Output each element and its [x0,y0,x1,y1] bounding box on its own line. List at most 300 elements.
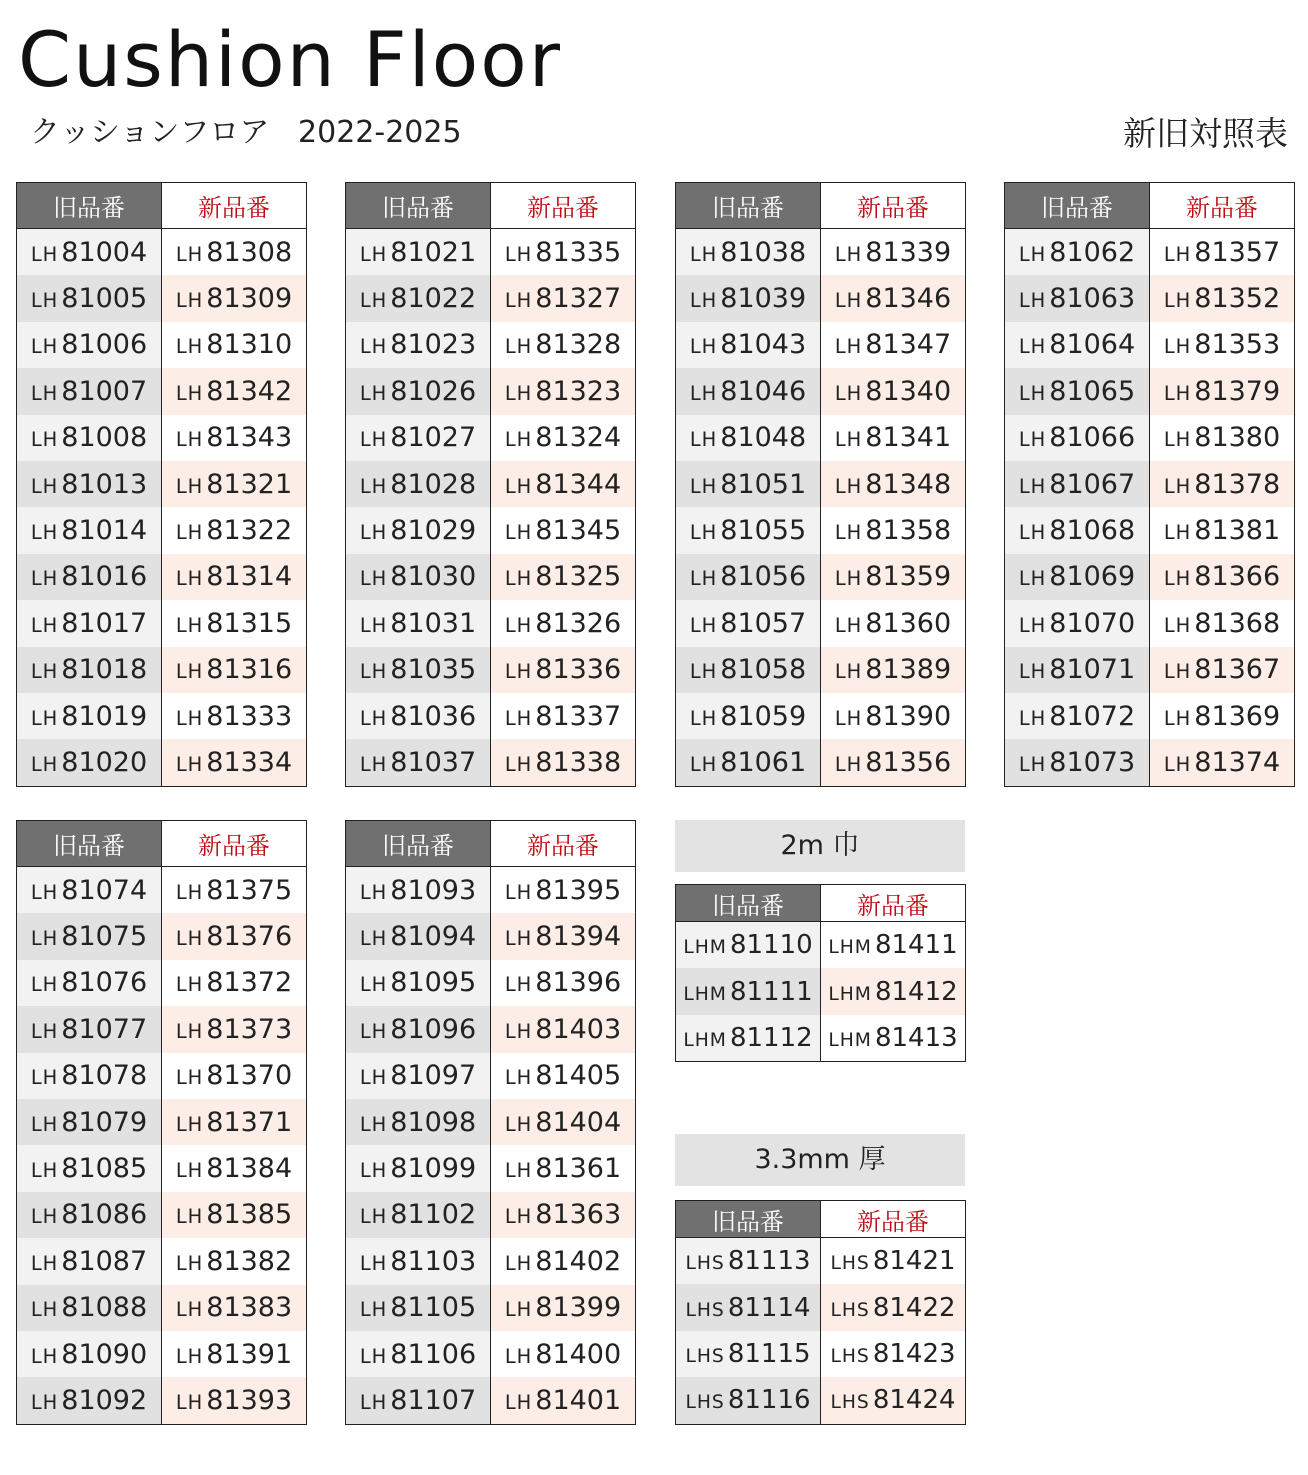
product-prefix: LH [504,613,533,637]
old-number-cell [1005,275,1150,321]
product-prefix: LH [359,613,388,637]
old-number-cell [346,368,491,414]
product-number: 81035 [390,654,477,686]
product-prefix: LH [30,880,59,904]
subtitle-jp: クッションフロア [30,115,270,150]
new-number-cell [821,415,966,461]
product-number: 81029 [390,515,477,547]
product-prefix: LH [30,1344,59,1368]
product-number: 81072 [1049,700,1136,732]
product-prefix: LH [504,706,533,730]
product-prefix: LH [30,474,59,498]
table-row [346,1192,636,1238]
product-number: 81369 [1194,700,1281,732]
old-number-cell [17,1099,162,1145]
table-row [1005,461,1295,507]
old-number-cell [17,554,162,600]
new-number-cell [1150,600,1295,646]
old-number-cell [346,693,491,739]
product-prefix: LH [175,289,204,313]
product-prefix: LHM [683,983,727,1005]
old-number-cell [676,1015,821,1062]
table-row [676,647,966,693]
product-prefix: LH [175,927,204,951]
product-number: 81404 [535,1106,622,1138]
product-prefix: LH [30,1066,59,1090]
table-row [676,693,966,739]
new-number-cell [162,1377,307,1424]
old-number-cell [1005,415,1150,461]
old-number-cell [676,1284,821,1330]
new-number-cell [162,1145,307,1191]
product-prefix: LH [359,1066,388,1090]
product-prefix: LH [175,1159,204,1183]
product-number: 81422 [872,1292,956,1323]
new-number-cell [162,647,307,693]
old-number-cell [676,1238,821,1285]
table-row [346,867,636,914]
table-row [346,647,636,693]
old-number-header: 旧品番 [676,183,821,229]
new-number-cell [162,1331,307,1377]
product-prefix: LH [175,567,204,591]
product-number: 81314 [206,561,293,593]
product-prefix: LH [359,1019,388,1043]
new-number-cell [491,368,636,414]
product-prefix: LH [834,242,863,266]
old-number-cell [676,229,821,276]
product-number: 81401 [535,1384,622,1416]
product-number: 81008 [61,422,148,454]
product-prefix: LH [30,752,59,776]
new-number-header: 新品番 [162,821,307,867]
new-number-cell [162,554,307,600]
old-number-cell [17,461,162,507]
product-number: 81358 [865,515,952,547]
old-number-header: 旧品番 [346,183,491,229]
product-number: 81366 [1194,561,1281,593]
comparison-table-3 [675,182,966,787]
old-number-cell [346,960,491,1006]
new-number-header: 新品番 [1150,183,1295,229]
product-prefix: LH [30,660,59,684]
product-prefix: LH [834,567,863,591]
table-row [17,507,307,553]
table-row [676,968,966,1014]
product-prefix: LHS [685,1253,725,1275]
new-number-cell [821,229,966,276]
old-number-cell [346,647,491,693]
product-number: 81056 [720,561,807,593]
product-prefix: LH [30,567,59,591]
new-number-header: 新品番 [491,821,636,867]
table-row [676,461,966,507]
product-prefix: LH [175,880,204,904]
product-number: 81027 [390,422,477,454]
product-prefix: LH [175,335,204,359]
product-number: 81028 [390,468,477,500]
product-number: 81004 [61,236,148,268]
product-number: 81103 [390,1245,477,1277]
table-row [346,1377,636,1424]
product-prefix: LH [689,752,718,776]
product-number: 81394 [535,921,622,953]
product-prefix: LH [1163,613,1192,637]
new-number-cell [162,739,307,786]
old-number-cell [346,739,491,786]
table-row [17,415,307,461]
new-number-cell [491,1099,636,1145]
table-row [346,739,636,786]
new-number-cell [162,913,307,959]
new-number-cell [491,647,636,693]
product-prefix: LH [30,1112,59,1136]
product-number: 81094 [390,921,477,953]
product-number: 81096 [390,1013,477,1045]
product-prefix: LH [175,706,204,730]
new-number-cell [821,368,966,414]
new-number-cell [821,1331,966,1377]
product-prefix: LH [30,1298,59,1322]
product-number: 81340 [865,375,952,407]
new-number-cell [162,461,307,507]
product-number: 81370 [206,1060,293,1092]
product-prefix: LH [834,613,863,637]
table-row [676,1284,966,1330]
product-prefix: LH [504,1251,533,1275]
product-number: 81400 [535,1338,622,1370]
old-number-cell [346,415,491,461]
new-number-cell [491,600,636,646]
product-prefix: LH [1018,752,1047,776]
product-prefix: LH [504,660,533,684]
old-number-cell [346,507,491,553]
product-prefix: LH [1018,381,1047,405]
new-number-cell [1150,461,1295,507]
table-row [346,368,636,414]
new-number-cell [162,275,307,321]
table-row [17,1006,307,1052]
product-prefix: LH [359,973,388,997]
table-row [346,554,636,600]
old-number-cell [676,600,821,646]
product-number: 81309 [206,283,293,315]
product-number: 81374 [1194,746,1281,778]
product-number: 81031 [390,607,477,639]
new-number-cell [1150,275,1295,321]
old-number-cell [17,1377,162,1424]
table-row [17,739,307,786]
product-prefix: LH [1163,289,1192,313]
old-number-cell [346,1053,491,1099]
product-number: 81402 [535,1245,622,1277]
old-number-cell [676,647,821,693]
product-number: 81321 [206,468,293,500]
product-number: 81051 [720,468,807,500]
table-row [17,1331,307,1377]
new-number-cell [491,693,636,739]
new-number-cell [162,507,307,553]
product-prefix: LH [30,242,59,266]
product-number: 81059 [720,700,807,732]
new-number-cell [162,1238,307,1284]
comparison-table-4 [1004,182,1295,787]
table-row [676,507,966,553]
product-number: 81391 [206,1338,293,1370]
product-number: 81046 [720,375,807,407]
product-prefix: LH [504,1112,533,1136]
old-number-cell [1005,693,1150,739]
product-prefix: LH [359,1205,388,1229]
product-number: 81356 [865,746,952,778]
product-number: 81110 [729,930,813,961]
table-row [346,461,636,507]
product-number: 81021 [390,236,477,268]
old-number-cell [17,739,162,786]
new-number-cell [491,1331,636,1377]
product-prefix: LH [175,381,204,405]
table-row [346,415,636,461]
product-prefix: LH [359,927,388,951]
product-prefix: LHS [830,1253,870,1275]
new-number-cell [1150,647,1295,693]
product-number: 81385 [206,1199,293,1231]
old-number-cell [346,1238,491,1284]
product-number: 81022 [390,283,477,315]
product-number: 81327 [535,283,622,315]
product-prefix: LH [834,428,863,452]
table-row [346,229,636,276]
product-prefix: LH [834,660,863,684]
table-row [676,922,966,969]
product-number: 81111 [729,976,813,1007]
old-number-cell [676,554,821,600]
new-number-cell [491,322,636,368]
new-number-cell [491,461,636,507]
table-row [17,600,307,646]
product-prefix: LH [504,474,533,498]
product-number: 81026 [390,375,477,407]
product-number: 81390 [865,700,952,732]
table-row [17,275,307,321]
new-number-cell [162,415,307,461]
product-prefix: LH [175,1251,204,1275]
old-number-cell [676,461,821,507]
table-row [346,1238,636,1284]
product-prefix: LHM [828,937,872,959]
product-number: 81315 [206,607,293,639]
product-number: 81341 [865,422,952,454]
product-number: 81114 [727,1292,811,1323]
new-number-cell [821,461,966,507]
old-number-cell [17,1192,162,1238]
new-number-cell [1150,229,1295,276]
product-number: 81328 [535,329,622,361]
product-prefix: LH [359,1390,388,1414]
product-number: 81078 [61,1060,148,1092]
table-row [346,600,636,646]
old-number-header: 旧品番 [1005,183,1150,229]
product-number: 81057 [720,607,807,639]
product-number: 81055 [720,515,807,547]
old-number-cell [17,368,162,414]
product-prefix: LH [689,567,718,591]
product-prefix: LH [359,1298,388,1322]
table-row [676,275,966,321]
product-prefix: LHS [830,1392,870,1414]
product-prefix: LH [30,973,59,997]
product-number: 81360 [865,607,952,639]
product-prefix: LH [30,1205,59,1229]
product-number: 81113 [727,1246,811,1277]
product-number: 81326 [535,607,622,639]
product-number: 81339 [865,236,952,268]
product-number: 81383 [206,1292,293,1324]
new-number-cell [162,693,307,739]
product-number: 81357 [1194,236,1281,268]
product-prefix: LH [359,428,388,452]
new-number-cell [1150,739,1295,786]
old-number-cell [676,322,821,368]
comparison-table-6 [345,820,636,1425]
product-number: 81071 [1049,654,1136,686]
table-row [676,1238,966,1285]
table-row [17,1099,307,1145]
new-number-cell [491,960,636,1006]
old-number-cell [1005,507,1150,553]
table-row [676,322,966,368]
product-number: 81308 [206,236,293,268]
new-number-cell [162,1099,307,1145]
product-prefix: LH [504,880,533,904]
product-prefix: LH [175,1390,204,1414]
table-row [1005,507,1295,553]
product-prefix: LH [504,521,533,545]
product-number: 81334 [206,746,293,778]
product-number: 81014 [61,515,148,547]
table-row [17,554,307,600]
table-row [346,693,636,739]
product-number: 81073 [1049,746,1136,778]
new-number-cell [821,507,966,553]
product-number: 81093 [390,874,477,906]
old-number-cell [17,1331,162,1377]
product-prefix: LH [359,1251,388,1275]
product-number: 81075 [61,921,148,953]
table-row [17,1053,307,1099]
product-prefix: LH [834,335,863,359]
table-row [676,1377,966,1424]
product-number: 81316 [206,654,293,686]
table-row [676,554,966,600]
new-number-header: 新品番 [821,885,966,922]
product-prefix: LH [359,1159,388,1183]
comparison-table-5 [16,820,307,1425]
old-number-cell [346,1145,491,1191]
old-number-cell [17,275,162,321]
table-row [17,867,307,914]
product-prefix: LH [175,1344,204,1368]
new-number-cell [162,229,307,276]
product-prefix: LH [1163,428,1192,452]
product-prefix: LH [175,521,204,545]
table-row [1005,647,1295,693]
product-prefix: LH [359,474,388,498]
product-number: 81405 [535,1060,622,1092]
table-row [346,1099,636,1145]
table-row [676,229,966,276]
product-prefix: LHM [683,937,727,959]
product-prefix: LH [30,381,59,405]
table-row [676,1015,966,1062]
old-number-cell [346,913,491,959]
table-row [676,600,966,646]
table-row [346,913,636,959]
table-row [346,275,636,321]
product-prefix: LH [834,752,863,776]
product-number: 81323 [535,375,622,407]
old-number-cell [1005,322,1150,368]
table-row [346,1285,636,1331]
product-prefix: LHS [685,1392,725,1414]
new-number-cell [491,1285,636,1331]
new-number-cell [491,1006,636,1052]
product-prefix: LH [504,1298,533,1322]
table-row [17,461,307,507]
product-number: 81367 [1194,654,1281,686]
table-row [17,693,307,739]
new-number-cell [491,1192,636,1238]
product-prefix: LH [30,706,59,730]
old-number-cell [346,461,491,507]
product-prefix: LHS [685,1345,725,1367]
new-number-cell [162,1192,307,1238]
product-prefix: LH [30,428,59,452]
product-prefix: LH [359,242,388,266]
product-number: 81335 [535,236,622,268]
product-number: 81095 [390,967,477,999]
product-number: 81373 [206,1013,293,1045]
product-prefix: LH [689,381,718,405]
new-number-cell [491,554,636,600]
product-number: 81348 [865,468,952,500]
product-number: 81396 [535,967,622,999]
old-number-cell [17,913,162,959]
product-number: 81336 [535,654,622,686]
table-row [1005,415,1295,461]
table-row [1005,322,1295,368]
new-number-cell [821,600,966,646]
old-number-cell [346,1006,491,1052]
product-number: 81020 [61,746,148,778]
old-number-cell [676,922,821,969]
product-number: 81023 [390,329,477,361]
old-number-header: 旧品番 [17,821,162,867]
product-prefix: LH [1163,752,1192,776]
old-number-cell [17,1285,162,1331]
table-row [346,1053,636,1099]
product-prefix: LH [175,752,204,776]
product-number: 81346 [865,283,952,315]
table-row [1005,600,1295,646]
product-number: 81058 [720,654,807,686]
new-number-cell [821,1284,966,1330]
product-prefix: LH [689,521,718,545]
new-number-cell [821,739,966,786]
table-row [676,368,966,414]
product-prefix: LH [30,289,59,313]
product-number: 81007 [61,375,148,407]
